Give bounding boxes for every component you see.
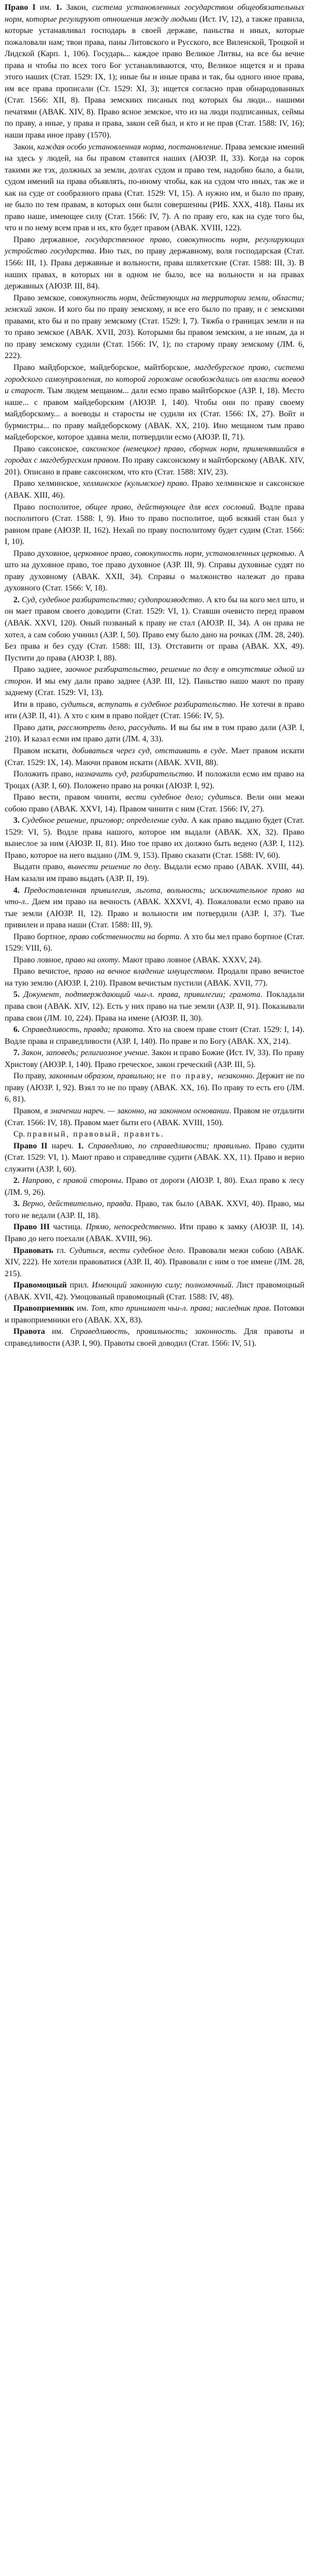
entry-paragraph: [5, 769, 304, 792]
headword: Правовать: [13, 1246, 54, 1255]
definition-text: государственное право, совокупность норм, регулирующих устройство государства: [5, 235, 305, 256]
entry-paragraph: [5, 861, 304, 885]
entry-paragraph: [5, 664, 304, 699]
entry-text: Право вести, правом чинити,: [13, 793, 126, 802]
entry-paragraph: [5, 722, 304, 745]
entry-paragraph: [5, 502, 304, 548]
entry-text: им.: [36, 3, 56, 12]
entry-text: Право заднее,: [13, 665, 65, 674]
entry-text: . Правовали межи собою (АВАК. XIV, 222). Не хотели правоватися (АЗР. II, 40). Правовали с ним о тое имене (ЛМ. 28, 215).: [5, 1246, 305, 1278]
entry-text: прил.: [66, 1281, 92, 1290]
entry-paragraph: [5, 955, 304, 967]
sense-number: 6.: [13, 1025, 20, 1035]
entry-text: . Даем им право на вечность (АВАК. XXXVI, 4). Пожаловали есмо право на тые земли (АЮЗР. II, 12). Право и вольности им потвердили (АЗР. I, 37). Тые привилеи и права наши (Стат. 1588: III, 9).: [5, 897, 304, 930]
entry-text: По праву,: [13, 1072, 49, 1081]
entry-text: . Хто на своем праве стоит (Стат. 1529: I, 14). Водле права и справедливости (АЗР. I, 140). По праве и по Богу (АВАК. XX, 214).: [5, 1025, 304, 1046]
entry-text: Право вечистое,: [13, 967, 74, 976]
sense-number: 5.: [13, 990, 20, 999]
entry-paragraph: [5, 1129, 304, 1141]
entry-text: . А как право выдано будет (Стат. 1529: VI, 5). Водле права нашого, которое им выдали (АВАК. XX, 32). Право вынеслое за ним (АЮЗР. II, 81). Ино тое право их должно быть ведено (АЗР. I, 112). Право, которое на него выдано (ЛМ. 9, 153). Право сказати (Стат. 1588: IV, 60).: [5, 816, 304, 860]
entry-paragraph: [5, 931, 304, 955]
definition-text: незаконно: [217, 1072, 253, 1081]
entry-text: Право бортное,: [13, 932, 70, 941]
definition-text: Документ, подтверждающий чьи-л. права, привилегии; грамота: [23, 990, 261, 999]
entry-text: . И вы бы им в том право дали (АЗР. I, 210). И казал есми им право дати (ЛМ. 4, 33).: [5, 723, 304, 744]
entry-text: . Право хелминское и саксонское (АВАК. XIII, 46).: [5, 479, 304, 500]
entry-text: . Потомки и правоприемники его (АВАК. XX, 83).: [5, 1304, 304, 1325]
definition-text: Справедливость, правда; правота: [22, 1025, 143, 1035]
entry-text: . А кто бы на кого мел што, и он мает правом своего доводити (Стат. 1529: VI, 1). Ставши очевисто перед правом (АВАК. XXVI, 120). Оный позваный к праву не стал (АЮЗР. II, 34). А он права не хотел, а сам собою учинил (АЗР. I, 50). Право ему было дано на рочках (ЛМ. 28, 240). Без права и без суду (Стат. 1588: III, 13). Отставити от права (АВАК. XX, 49). Пустити до права (АЮЗР. I, 88).: [5, 595, 304, 663]
entry-text: Закон,: [13, 142, 38, 151]
entry-text: . И мы ему дали право заднее (АЗР. III, 12). Паньство нашо мают по праву заднему (Стат. 1529: VI, 13).: [5, 676, 304, 698]
entry-paragraph: [5, 293, 304, 362]
entry-text: . Право судити (Стат. 1529: VI, 1). Мают право и справедливе судити (АВАК. XX, 11). Право и верно служити (АЗР. I, 60).: [5, 1141, 304, 1174]
definition-text: хелминское (кульмское) право: [82, 479, 187, 488]
entry-text: [20, 886, 24, 895]
sense-number: 2.: [13, 1176, 20, 1185]
definition-text: Судебное решение, приговор; определение суда: [22, 816, 187, 825]
entry-text: . Держит не по праву (АЮЗР. I, 92). Взял то не по праву (АВАК. XX, 16). По праву то есть его (ЛМ. 6, 81).: [5, 1072, 305, 1104]
definition-text: вынести решение по делу: [67, 862, 159, 872]
entry-text: Право посполитое,: [13, 502, 85, 512]
entry-text: . Покладали права свои (АВАК. XIV, 12). Есть у них право на тые земли (АЗР. II, 91). Показывали права свои (ЛМ. 10, 224). Права на имене (АЮЗР. II, 30).: [5, 990, 304, 1023]
entry-text: им.: [45, 1327, 71, 1336]
entry-text: [84, 1142, 88, 1150]
entry-text: . Водле права посполитого (Стат. 1588: I, 9). Ино то право посполитое, щоб всякий стан был у равном праве (АЮЗР. II, 162). Нехай по праву посполитому будет судим (Стат. 1566: I, 10).: [5, 502, 304, 547]
definition-text: каждая особо установленная норма, постановление: [37, 142, 221, 151]
entry-text: Правом,: [13, 1106, 45, 1115]
entry-text: . Продали право вечистое на тую землю (АЮЗР. I, 210). Правом вечистым пустили (АВАК. XVII, 77).: [5, 967, 304, 988]
entry-text: . Выдали есмо право (АВАК. XVIII, 44). Нам казали им право выдать (АЗР. II, 19).: [5, 862, 304, 884]
entry-paragraph: [5, 1106, 304, 1129]
entry-text: . Правом не отдалити (Стат. 1566: IV, 18). Правом мает быти его (АВАК. XVIII, 150).: [5, 1106, 304, 1127]
entry-text: Право хелминское,: [13, 479, 83, 488]
sense-number: 1.: [56, 3, 62, 12]
definition-text: Справедливо, по справедливости; правильно: [88, 1141, 249, 1150]
entry-text: . Права земские имений на здесь у людей, на бы правом ставится наших (АЮЗР. II, 33). Когда на сорок такими же тэх, должных за земли, долгах судом и право тем, надобно было, а были, судом имений на права объявлять, по-иному чтобы, как на судом что иных, так же и как на суде от сообразного права (Стат. 1529: VI, 15). А нужно им, и было по праву, не было по тем правам, в которых они были совершенны (РИБ. XXX, 418). Паны их право наше, имеющее силу (Стат. 1566: IV, 7). А по праву его, как на суде того бы, что и по нему всем прав и их, кто будет правом (АВАК. XVIII, 122).: [5, 142, 304, 233]
definition-text: добиваться через суд, отстаивать в суде: [72, 747, 226, 755]
sense-number: 4.: [13, 886, 20, 895]
entry-text: [20, 990, 24, 999]
entry-text: . Для правоты и справедливости (АЗР. I, 90). Правоты своей доводил (Стат. 1566: IV, 51).: [5, 1327, 305, 1348]
entry-paragraph: [5, 745, 304, 769]
entry-text: Право державное,: [13, 235, 85, 244]
entry-text: . Право, так было (АВАК. XXVI, 40). Право, мы того не ведали (АЗР. II, 18).: [5, 1199, 304, 1220]
entry-paragraph: [5, 885, 304, 931]
entry-text: . А што на духовное право, тое право духовное (АЗР. III, 9). Справы духовные судят по праву духовному (АВАК. XXII, 34). Справы о малжонство належат до права духовного (Стат. 1566: V, 18).: [5, 549, 305, 593]
entry-text: . Вели они межи собою право (АВАК. XXVI, 14). Правом чинити с ним (Стат. 1566: IV, 27).: [5, 793, 304, 814]
entry-paragraph: [5, 815, 304, 861]
definition-text: церковное право, совокупность норм, установленных церковью: [73, 549, 295, 558]
entry-paragraph: [5, 1222, 304, 1245]
definition-text: общее право, действующее для всех сословий: [85, 502, 254, 512]
entry-text: частица.: [49, 1223, 86, 1232]
definition-text: Имеющий законную силу; полномочный: [92, 1281, 232, 1290]
entry-text: . Лист правомоцный (АВАК. XVII, 42). Умоцованый правомоцный (Стат. 1588: IV, 48).: [5, 1281, 304, 1301]
entry-text: . А хто бы мел право бортное (Стат. 1529: VIII, 6).: [5, 932, 305, 953]
definition-text: в значении нареч. — законно, на законном основании: [44, 1106, 229, 1115]
entry-paragraph: [5, 595, 304, 664]
entry-text: . И положили есмо им право на Троцах (АЗР. I, 60). Положено право на рочки (АЮЗР. I, 92).: [5, 770, 304, 790]
definition-text: судиться, вступать в судебное разбирательство: [60, 700, 236, 709]
entry-text: . Мает правом искати (Стат. 1529: IX, 14). Маючи правом искати (АВАК. XVII, 88).: [5, 747, 304, 767]
entry-paragraph: [5, 1303, 304, 1326]
sense-number: 2.: [13, 595, 20, 604]
definition-text: рассмотреть дело, рассудить: [58, 723, 166, 732]
definition-text: вести судебное дело; судиться: [125, 793, 241, 802]
entry-text: Право ловное,: [13, 955, 65, 964]
entry-text: Закон,: [62, 3, 92, 12]
entry-text: . По праву саксонскому и майтборскому (АВАК. XIV, 201). Описано в праве саксонском, что кто (Стат. 1588: XIV, 23).: [5, 456, 305, 477]
entry-text: . Тым людем мещаном... дали есмо право майтборское (АЗР. I, 18). Место наше... с правом майдеборским (АЮЗР. I, 140). Чтобы они по праву своему майдборскому... а воеводы и старосты не судили их (Стат. 1566: IX, 27). Войт и бурмистры... по праву майдеборскому (АВАК. XX, 210). Ино мещаном тым право майдеборское, которое здавна мели, потвердили есмо (АЮЗР. II, 71).: [5, 386, 304, 442]
entry-text: . Ити право к замку (АЮЗР. II, 14). Право до него поехали (АВАК. XVIII, 96).: [5, 1223, 304, 1243]
definition-text: Прямо, непосредственно: [85, 1223, 175, 1232]
sense-number: 7.: [13, 1048, 20, 1058]
entry-text: . Мают право ловное (АВАК. XXXV, 24).: [118, 955, 262, 964]
sense-number: 3.: [13, 816, 20, 825]
definition-text: право собственности на борти: [69, 932, 180, 941]
entry-paragraph: [5, 1141, 304, 1176]
entry-text: . И кого бы по праву земскому, и все его было по праву, и с земскими правами, кто бы и по праву земскому (Стат. 1529: I, 7). Тяжба о границах земли и на то право земское (АВАК. XVII, 203). Которыми бы правом земским, а не иным, да и по праву земскому судили (Стат. 1566: IV, 1); по старому праву земскому (ЛМ. 6, 222).: [5, 305, 304, 361]
definition-text: Закон, заповедь; религиозное учение: [22, 1048, 147, 1058]
definition-text: право на вечное владение имуществом: [74, 967, 213, 976]
definition-text: Верно, действительно, правда: [22, 1199, 131, 1209]
entry-paragraph: [5, 444, 304, 479]
definition-text: назначить суд, разбирательство: [75, 770, 193, 779]
entry-text: Выдати право,: [13, 862, 68, 872]
entry-text: Право дати,: [13, 723, 58, 732]
sense-number: 3.: [13, 1199, 20, 1209]
entry-paragraph: [5, 478, 304, 501]
entry-paragraph: [5, 1280, 304, 1303]
entry-text: гл.: [53, 1246, 70, 1255]
entry-text: Право майдборское, майдеборское, майтборское,: [13, 363, 195, 372]
definition-text: Суд, судебное разбирательство; судопроизводство: [22, 595, 202, 604]
entry-text: . Закон и право Божие (Ист. IV, 33). По праву Христову (АЮЗР. I, 140). Право греческое, закон греческий (АЗР. III, 5).: [5, 1048, 304, 1069]
entry-text: им.: [74, 1304, 91, 1313]
headword: Правота: [13, 1327, 45, 1336]
sense-number: 1.: [77, 1141, 84, 1150]
entry-text: . Право от дороги (АЮЗР. I, 80). Ехал право к лесу (ЛМ. 9, 26).: [5, 1176, 304, 1197]
headword: Правомоцный: [13, 1281, 67, 1290]
definition-text: заочное разбирательство, решение по делу в отсутствие одной из сторон: [5, 665, 304, 686]
definition-text: Направо, с правой стороны: [22, 1176, 122, 1185]
definition-text: система установленных государством общеобязательных норм, которые регулируют отношения между людьми: [5, 3, 305, 24]
definition-text: магдебургское право, система городского самоуправления, по которой горожане освобождались от власти воевод и старост: [5, 363, 304, 396]
entry-paragraph: [5, 699, 304, 722]
definition-text: совокупность норм, действующих на территории земли, области; земский закон: [5, 293, 305, 314]
entry-paragraph: [5, 2, 304, 142]
spaced-term: правный, правовый, править: [27, 1130, 161, 1139]
definition-text: Предоставленная привилегия, льгота, вольность; исключительное право на что-л.: [5, 886, 304, 907]
definition-text: Справедливость, правильность; законность: [70, 1327, 235, 1336]
definition-text: саксонское (немецкое) право, сборник норм, применявшийся в городах с магдебургским правом: [5, 444, 304, 465]
entry-text: нареч.: [47, 1141, 78, 1150]
entry-text: .: [161, 1130, 163, 1139]
entry-paragraph: [5, 1198, 304, 1222]
headword: Право III: [13, 1223, 50, 1232]
spaced-term: не по праву,: [157, 1072, 218, 1081]
entry-text: Положить право,: [13, 770, 76, 779]
entry-text: . Ино тых, по праву державному, воля господарская (Стат. 1566: III, 1). Права державные и вольности, права шляхетские (Стат. 1588: III, 3). В наших правах, в которых ни в одном не было, все на вольности и на правах державных (АЮЗР. III, 84).: [5, 247, 305, 291]
entry-paragraph: [5, 989, 304, 1024]
entry-paragraph: [5, 1024, 304, 1047]
entry-paragraph: [5, 362, 304, 444]
entry-paragraph: [5, 1326, 304, 1349]
entry-paragraph: [5, 142, 304, 234]
headword: Право II: [13, 1141, 48, 1150]
entry-text: Право саксонское,: [13, 444, 82, 453]
entry-paragraph: [5, 1245, 304, 1280]
entry-paragraph: [5, 792, 304, 815]
entry-text: Ср.: [13, 1130, 27, 1139]
definition-text: Судиться, вести судебное дело: [69, 1246, 183, 1255]
entry-text: Право духовное,: [13, 549, 74, 558]
entry-text: ;: [152, 1072, 157, 1081]
definition-text: законным образом, правильно: [48, 1072, 153, 1081]
entry-paragraph: [5, 1175, 304, 1198]
entry-text: (Ист. IV, 12), а также правила, которые устанавливал господарь в своей державе, паньства и иных, которые пожаловали нам; твои права, паны Литовского и Русского, все Виленской, Троцкой и Лидской (Карп. 1, 106). Государь... каждое право Великое Литвы, на все бы вечне права и чтобы по всех того Бог устанавливаются, что, Великое ищется и и права этого наших (Стат. 1529: IX, 1); иные бы и иные права и так, бы одного иное права, им все права прописали (Ст. 1529: XI, 3); ищется согласно прав обнародованных (Стат. 1566: XII, 8). Права земскиих писаных под которых бы люди... нашими печатями (АВАК. XIV, 8). Право ясное земское, что из на люди подписанных, сеймы по праву, а иные, у права и права, закон сей был, и кто и не прав (Стат. 1588: IV, 16); наши права иное праву (1570).: [5, 14, 305, 140]
headword: Правоприемник: [13, 1304, 75, 1313]
entry-paragraph: [5, 966, 304, 989]
entry-text: Ити в право,: [13, 700, 61, 709]
entry-paragraph: [5, 1047, 304, 1071]
entry-paragraph: [5, 1071, 304, 1106]
entry-text: Право земское,: [13, 293, 69, 302]
definition-text: Тот, кто принимает чьи-л. права; наследник прав: [91, 1304, 269, 1313]
definition-text: право на охоту: [65, 955, 118, 964]
headword: Право I: [5, 3, 36, 12]
entry-paragraph: [5, 234, 304, 293]
entry-text: Правом искати,: [13, 747, 72, 755]
entry-paragraph: [5, 548, 304, 595]
entry-text: . Не хотечи в право ити (АЗР. II, 41). А хто с ким в право пойдет (Стат. 1566: IV, 5).: [5, 700, 304, 721]
